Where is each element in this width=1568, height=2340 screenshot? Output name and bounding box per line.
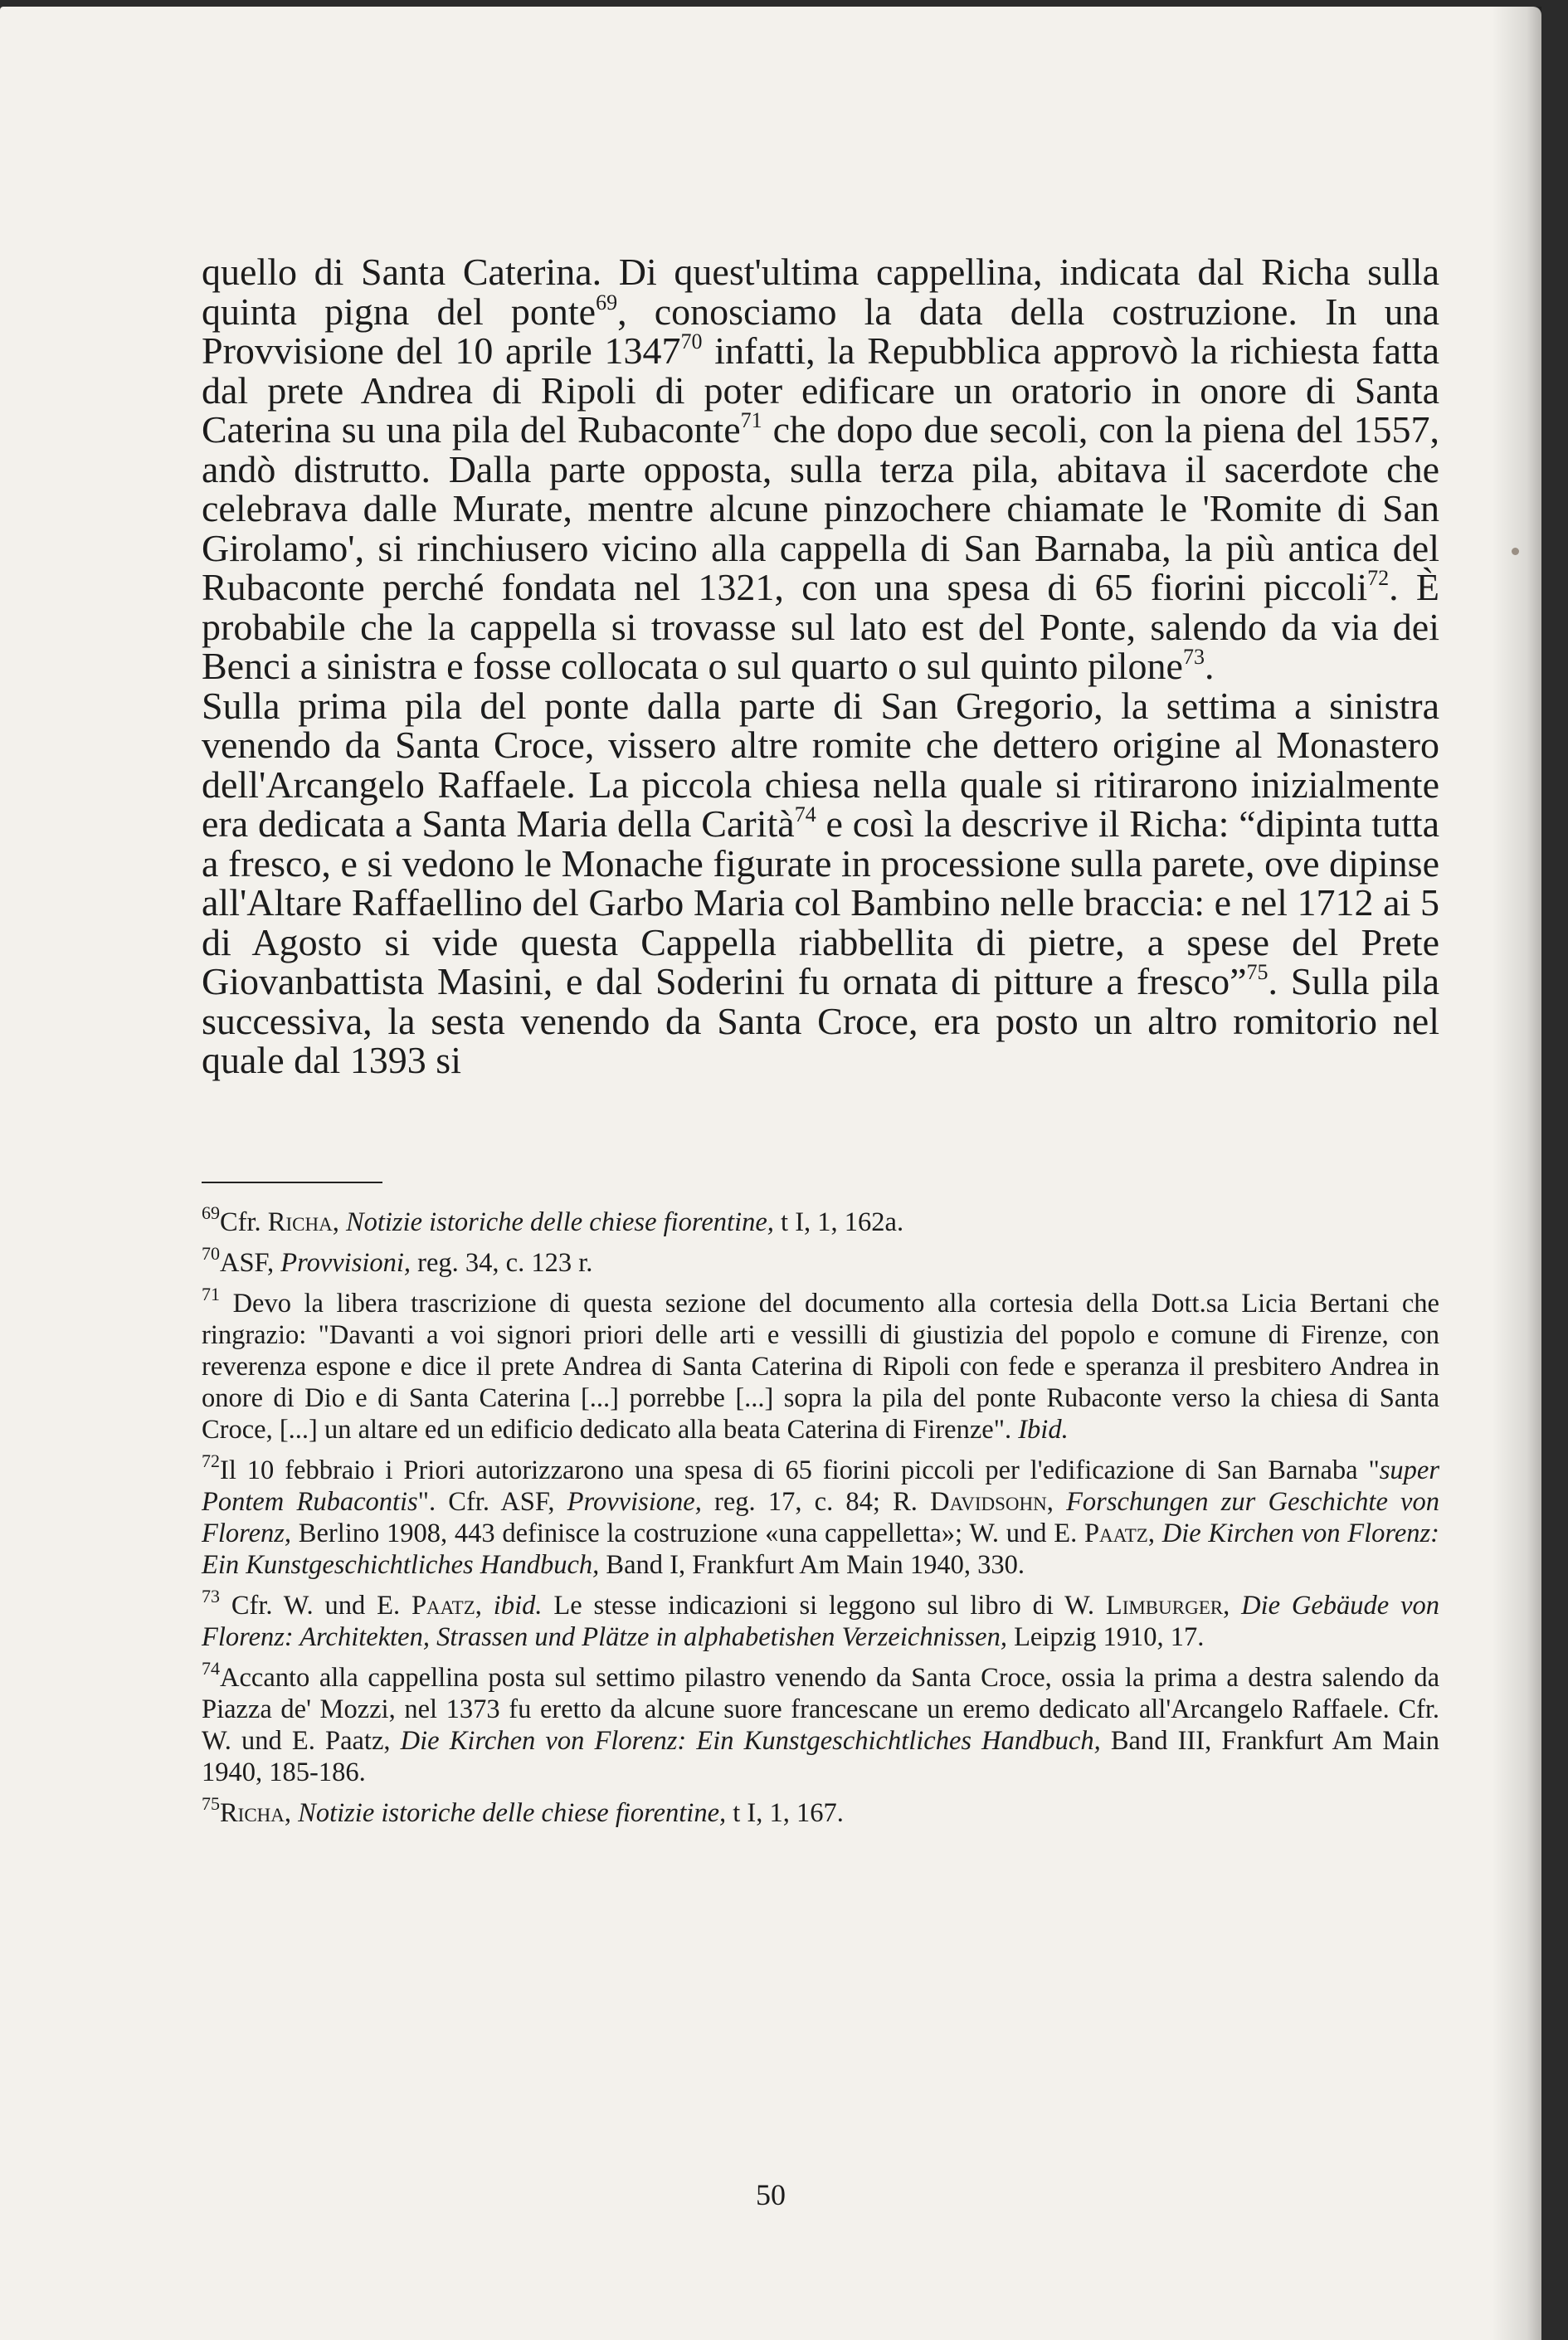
footnote-ref-75[interactable]: 75 xyxy=(1246,960,1269,984)
page-number: 50 xyxy=(756,2178,786,2211)
footnote-ref-74[interactable]: 74 xyxy=(794,802,816,826)
main-text xyxy=(202,252,1439,1080)
footnotes xyxy=(202,1202,1440,1829)
footnote-69: $^{69}$Cfr. Richa, Notizie istoriche delle chiese fiorentine, t I, 1, 162a. xyxy=(202,1202,904,1237)
footnote-divider xyxy=(202,1182,382,1183)
footnote-ref-69[interactable]: 69 xyxy=(596,290,618,314)
paragraph-1: quello di Santa Caterina. Di quest'ultima cappellina, indicata dal Richa sulla quinta pigna del ponte$^{69}$, conosciamo la data della costruzione. In una Provvisione del 10 aprile 1347$^{70}$ infatti, la Repubblica approvò la richiesta fatta dal prete Andrea di Ripoli di poter edificare un oratorio in onore di Santa Caterina su una pila del Rubaconte$^{71}$ che dopo due secoli, con la piena del 1557, andò distrutto. Dalla parte opposta, sulla terza pila, abitava il sacerdote che celebrava dalle Murate, mentre alcune pinzochere chiamate le 'Romite di San Girolamo', si rinchiusero vicino alla cappella di San Barnaba, la più antica del Rubaconte perché fondata nel 1321, con una spesa di 65 fiorini piccoli$^{72}$. È probabile che la cappella si trovasse sul lato est del Ponte, salendo da via dei Benci a sinistra e fosse collocata o sul quarto o sul quinto pilone$^{73}$. xyxy=(202,251,1439,687)
footnote-71: $^{71}$ Devo la libera trascrizione di questa sezione del documento alla cortesia della Dott.sa Licia Bertani che ringrazio: "Davanti a voi signori priori delle arti e vessilli di giustizia del popolo e comune di Firenze, con reverenza espone e dice il prete Andrea di Santa Caterina di Ripoli con fede e speranza il presbitero Andrea in onore di Dio e di Santa Caterina [...] porrebbe [...] sopra la pila del ponte Rubaconte verso la chiesa di Santa Croce, [...] un altare ed un edificio dedicato alla beata Caterina di Firenze". Ibid. xyxy=(202,1283,1439,1445)
footnote-70: $^{70}$ASF, Provvisioni, reg. 34, c. 123 r. xyxy=(202,1242,593,1278)
page-content xyxy=(202,252,1439,1838)
footnote-75: $^{75}$Richa, Notizie istoriche delle chiese fiorentine, t I, 1, 167. xyxy=(202,1792,844,1828)
footnote-ref-72[interactable]: 72 xyxy=(1367,566,1390,590)
page-curl-shadow xyxy=(1492,7,1541,2340)
footnote-ref-71[interactable]: 71 xyxy=(740,408,762,432)
footnote-ref-70[interactable]: 70 xyxy=(680,329,703,353)
book-page xyxy=(0,7,1541,2340)
footnote-72: $^{72}$Il 10 febbraio i Priori autorizzarono una spesa di 65 fiorini piccoli per l'edificazione di San Barnaba "super Pontem Rubacontis". Cfr. ASF, Provvisione, reg. 17, c. 84; R. Davidsohn, Forschungen zur Geschichte von Florenz, Berlino 1908, 443 definisce la costruzione «una cappelletta»; W. und E. Paatz, Die Kirchen von Florenz: Ein Kunstgeschichtliches Handbuch, Band I, Frankfurt Am Main 1940, 330. xyxy=(202,1450,1440,1580)
footnote-ref-73[interactable]: 73 xyxy=(1182,645,1205,669)
paragraph-2: Sulla prima pila del ponte dalla parte di San Gregorio, la settima a sinistra venendo da Santa Croce, vissero altre romite che dettero origine al Monastero dell'Arcangelo Raffaele. La piccola chiesa nella quale si ritirarono inizialmente era dedicata a Santa Maria della Carità$^{74}$ e così la descrive il Richa: “dipinta tutta a fresco, e si vedono le Monache figurate in processione sulla parete, ove dipinse all'Altare Raffaellino del Garbo Maria col Bambino nelle braccia: e nel 1712 ai 5 di Agosto si vide questa Cappella riabbellita di pietre, a spese del Prete Giovanbattista Masini, e dal Soderini fu ornata di pitture a fresco”$^{75}$. Sulla pila successiva, la sesta venendo da Santa Croce, era posto un altro romitorio nel quale dal 1393 si xyxy=(202,684,1439,1081)
footnote-74: $^{74}$Accanto alla cappellina posta sul settimo pilastro venendo da Santa Croce, ossia la prima a destra salendo da Piazza de' Mozzi, nel 1373 fu eretto da alcune suore francescane un eremo dedicato all'Arcangelo Raffaele. Cfr. W. und E. Paatz, Die Kirchen von Florenz: Ein Kunstgeschichtliches Handbuch, Band III, Frankfurt Am Main 1940, 185-186. xyxy=(202,1657,1439,1787)
footnote-73: $^{73}$ Cfr. W. und E. Paatz, ibid. Le stesse indicazioni si leggono sul libro di W. Limburger, Die Gebäude von Florenz: Architekten, Strassen und Plätze in alphabetishen Verzeichnissen, Leipzig 1910, 17. xyxy=(202,1585,1440,1652)
paper-speck xyxy=(1512,548,1519,555)
